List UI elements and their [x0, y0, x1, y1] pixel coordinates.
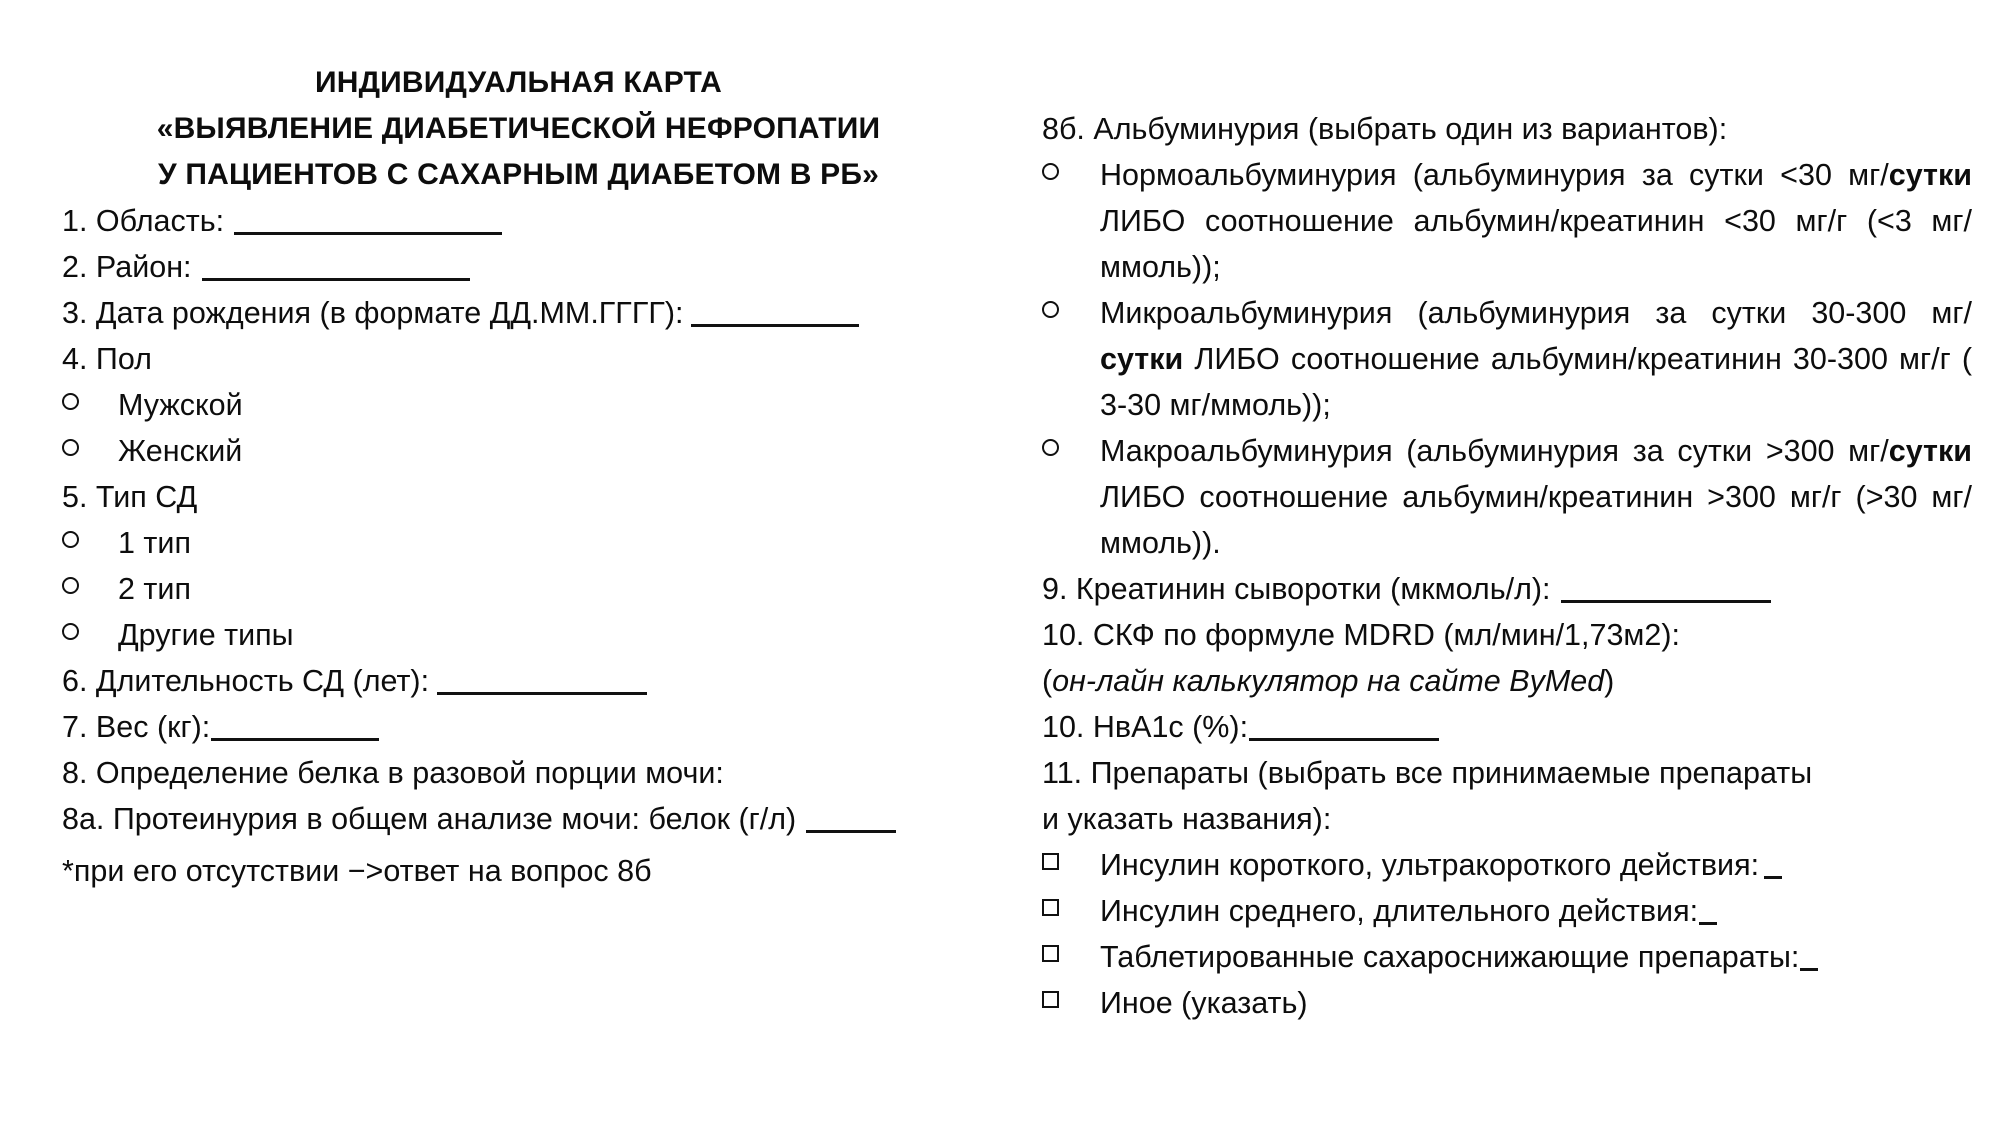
option-gender-female[interactable] — [62, 428, 997, 474]
checkbox-square-icon[interactable] — [1042, 842, 1100, 888]
radio-circle-icon[interactable] — [1042, 152, 1100, 198]
field-proteinuria — [62, 796, 997, 842]
option-diabetes-type-other[interactable] — [62, 612, 997, 658]
field-hba1c — [1042, 704, 1972, 750]
option-macroalbuminuria[interactable] — [1042, 428, 1972, 566]
field-oblast-label: 1. Область: — [62, 204, 225, 238]
option-diabetes-type-2-label: 2 тип — [118, 572, 191, 606]
radio-circle-icon[interactable] — [62, 566, 118, 612]
question-diabetes-type-label: 5. Тип СД — [62, 480, 198, 514]
normoalbuminuria-part1: Нормоальбуминурия (альбуминурия за сутки <30 мг/ — [1100, 158, 1889, 192]
radio-circle-icon[interactable] — [62, 520, 118, 566]
option-diabetes-type-2[interactable] — [62, 566, 997, 612]
option-oral-hypoglycemics-input[interactable] — [1800, 968, 1818, 971]
field-hba1c-label: 10. НвА1с (%): — [1042, 710, 1249, 744]
field-serum-creatinine-label: 9. Креатинин сыворотки (мкмоль/л): — [1042, 572, 1551, 606]
field-birthdate — [62, 290, 997, 336]
microalbuminuria-part2: ЛИБО соотношение альбумин/креатинин 30-300 мг/г ( 3-30 мг/ммоль)); — [1100, 342, 1972, 422]
checkbox-square-icon[interactable] — [1042, 980, 1100, 1026]
microalbuminuria-part1: Микроальбуминурия (альбуминурия за сутки 30-300 мг/ — [1100, 296, 1972, 330]
field-weight-input[interactable] — [211, 738, 379, 741]
question-gender-label: 4. Пол — [62, 342, 152, 376]
option-insulin-long-acting[interactable] — [1042, 888, 1972, 934]
field-oblast — [62, 198, 997, 244]
option-oral-hypoglycemics-row — [1100, 934, 1972, 980]
field-rayon-label: 2. Район: — [62, 250, 192, 284]
microalbuminuria-bold: сутки — [1100, 342, 1184, 376]
gfr-note-open-paren: ( — [1042, 664, 1053, 698]
question-gfr-mdrd-label: 10. СКФ по формуле MDRD (мл/мин/1,73м2): — [1042, 618, 1680, 652]
option-diabetes-type-other-label: Другие типы — [118, 618, 294, 652]
field-proteinuria-label: 8а. Протеинурия в общем анализе мочи: белок (г/л) — [62, 802, 797, 836]
option-other-medication[interactable] — [1042, 980, 1972, 1026]
option-insulin-long-acting-row — [1100, 888, 1972, 934]
option-insulin-long-acting-label: Инсулин среднего, длительного действия: — [1100, 894, 1699, 928]
option-gender-female-label: Женский — [118, 434, 243, 468]
option-normoalbuminuria-text — [1100, 152, 1972, 290]
title-line-1: ИНДИВИДУАЛЬНАЯ КАРТА — [314, 66, 723, 99]
option-microalbuminuria[interactable] — [1042, 290, 1972, 428]
field-birthdate-input[interactable] — [691, 324, 859, 327]
option-gender-male-label: Мужской — [118, 388, 243, 422]
checkbox-square-icon[interactable] — [1042, 934, 1100, 980]
field-weight — [62, 704, 997, 750]
option-oral-hypoglycemics[interactable] — [1042, 934, 1972, 980]
question-protein-urine-label: 8. Определение белка в разовой порции мочи: — [62, 756, 724, 790]
option-diabetes-type-1-label: 1 тип — [118, 526, 191, 560]
proteinuria-footnote: *при его отсутствии −>ответ на вопрос 8б — [62, 854, 652, 888]
option-oral-hypoglycemics-label: Таблетированные сахароснижающие препараты: — [1100, 940, 1800, 974]
option-diabetes-type-1[interactable] — [62, 520, 997, 566]
field-hba1c-input[interactable] — [1249, 738, 1439, 741]
title-line-3: У ПАЦИЕНТОВ С САХАРНЫМ ДИАБЕТОМ В РБ» — [158, 158, 879, 191]
radio-circle-icon[interactable] — [62, 382, 118, 428]
option-insulin-short-acting[interactable] — [1042, 842, 1972, 888]
field-serum-creatinine-input[interactable] — [1561, 600, 1771, 603]
field-birthdate-label: 3. Дата рождения (в формате ДД.ММ.ГГГГ): — [62, 296, 684, 330]
option-insulin-short-acting-input[interactable] — [1764, 876, 1782, 879]
field-duration-label: 6. Длительность СД (лет): — [62, 664, 430, 698]
field-rayon-input[interactable] — [202, 278, 470, 281]
macroalbuminuria-part2: ЛИБО соотношение альбумин/креатинин >300 мг/г (>30 мг/ммоль)). — [1100, 480, 1972, 560]
field-proteinuria-input[interactable] — [806, 830, 896, 833]
field-oblast-input[interactable] — [234, 232, 502, 235]
question-albuminuria-label: 8б. Альбуминурия (выбрать один из вариантов): — [1042, 112, 1728, 146]
field-duration — [62, 658, 997, 704]
title-line-2: «ВЫЯВЛЕНИЕ ДИАБЕТИЧЕСКОЙ НЕФРОПАТИИ — [156, 112, 881, 145]
radio-circle-icon[interactable] — [62, 612, 118, 658]
option-other-medication-label: Иное (указать) — [1100, 986, 1308, 1020]
checkbox-square-icon[interactable] — [1042, 888, 1100, 934]
document-title — [62, 60, 997, 198]
field-duration-input[interactable] — [437, 692, 647, 695]
option-insulin-short-acting-label: Инсулин короткого, ультракороткого действия: — [1100, 848, 1760, 882]
option-insulin-short-acting-row — [1100, 842, 1972, 888]
question-medications-label-line2: и указать названия): — [1042, 802, 1332, 836]
left-column — [62, 0, 997, 894]
right-column — [1042, 106, 1972, 1026]
field-weight-label: 7. Вес (кг): — [62, 710, 211, 744]
normoalbuminuria-bold: сутки — [1888, 158, 1972, 192]
option-gender-male[interactable] — [62, 382, 997, 428]
gfr-note-italic-text: он-лайн калькулятор на сайте ByMed — [1052, 664, 1605, 698]
option-normoalbuminuria[interactable] — [1042, 152, 1972, 290]
option-macroalbuminuria-text — [1100, 428, 1972, 566]
macroalbuminuria-part1: Макроальбуминурия (альбуминурия за сутки >300 мг/ — [1100, 434, 1889, 468]
field-rayon — [62, 244, 997, 290]
gfr-note-close-paren: ) — [1604, 664, 1615, 698]
option-microalbuminuria-text — [1100, 290, 1972, 428]
field-serum-creatinine — [1042, 566, 1972, 612]
option-insulin-long-acting-input[interactable] — [1699, 922, 1717, 925]
radio-circle-icon[interactable] — [1042, 428, 1100, 474]
radio-circle-icon[interactable] — [1042, 290, 1100, 336]
macroalbuminuria-bold: сутки — [1888, 434, 1972, 468]
gfr-mdrd-note — [1042, 658, 1972, 704]
radio-circle-icon[interactable] — [62, 428, 118, 474]
question-medications-label-line1: 11. Препараты (выбрать все принимаемые препараты — [1042, 756, 1813, 790]
normoalbuminuria-part2: ЛИБО соотношение альбумин/креатинин <30 мг/г (<3 мг/ммоль)); — [1100, 204, 1972, 284]
